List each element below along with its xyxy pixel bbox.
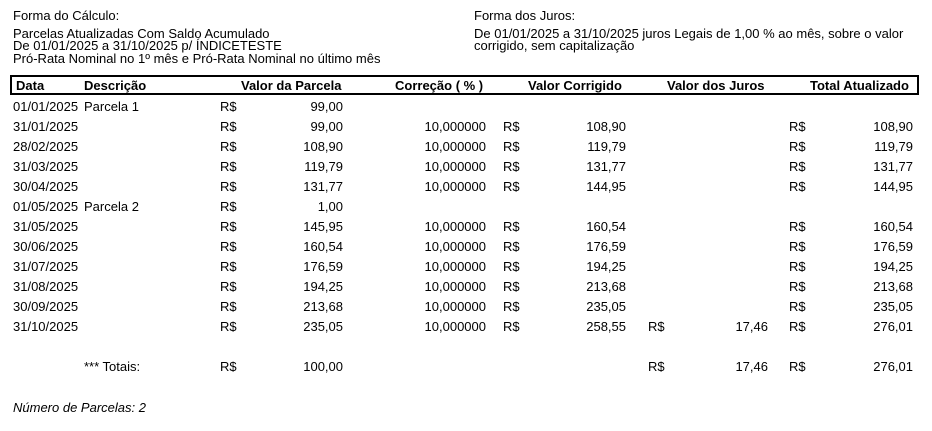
col-valor-corrigido: Valor Corrigido	[528, 78, 622, 93]
cell-correcao: 10,000000	[424, 279, 486, 294]
cell-cur2: R$	[503, 159, 520, 174]
cell-total: 194,25	[873, 259, 913, 274]
cell-total: 276,01	[873, 319, 913, 334]
cell-date: 30/06/2025	[13, 239, 79, 254]
table-row	[0, 159, 932, 179]
cell-cur2: R$	[503, 299, 520, 314]
cell-correcao: 10,000000	[424, 139, 486, 154]
cell-parcela: 131,77	[303, 179, 343, 194]
cell-cur2: R$	[503, 319, 520, 334]
cell-corrigido: 213,68	[586, 279, 626, 294]
cell-total: 176,59	[873, 239, 913, 254]
cell-cur4: R$	[789, 179, 806, 194]
cell-cur4: R$	[789, 219, 806, 234]
cell-date: 31/05/2025	[13, 219, 79, 234]
totals-parcela: 100,00	[303, 359, 343, 374]
cell-date: 31/03/2025	[13, 159, 79, 174]
cell-correcao: 10,000000	[424, 259, 486, 274]
cell-parcela: 213,68	[303, 299, 343, 314]
cell-parcela: 119,79	[304, 159, 343, 174]
cell-parcela: 99,00	[310, 119, 343, 134]
cell-correcao: 10,000000	[424, 119, 486, 134]
table-row	[0, 259, 932, 279]
cell-total: 144,95	[873, 179, 913, 194]
table-header	[10, 75, 919, 95]
calc-line-2: De 01/01/2025 a 31/10/2025 p/ ÍNDICETESTE	[13, 38, 282, 53]
table-row	[0, 319, 932, 339]
cell-cur4: R$	[789, 159, 806, 174]
cell-cur2: R$	[503, 139, 520, 154]
cell-cur2: R$	[503, 219, 520, 234]
cell-date: 31/07/2025	[13, 259, 79, 274]
totals-currency-parcela: R$	[220, 359, 237, 374]
cell-date: 31/01/2025	[13, 119, 79, 134]
col-valor-juros: Valor dos Juros	[667, 78, 765, 93]
cell-cur1: R$	[220, 179, 237, 194]
cell-corrigido: 119,79	[587, 139, 626, 154]
calc-line-1: Parcelas Atualizadas Com Saldo Acumulado	[13, 26, 270, 41]
col-data: Data	[16, 78, 45, 93]
cell-cur4: R$	[789, 299, 806, 314]
calc-line-3: Pró-Rata Nominal no 1º mês e Pró-Rata Nominal no último mês	[13, 51, 381, 66]
totals-currency-juros: R$	[648, 359, 665, 374]
cell-cur2: R$	[503, 179, 520, 194]
cell-cur1: R$	[220, 239, 237, 254]
cell-corrigido: 194,25	[586, 259, 626, 274]
cell-parcela: 145,95	[303, 219, 343, 234]
table-row	[0, 179, 932, 199]
cell-cur1: R$	[220, 119, 237, 134]
cell-correcao: 10,000000	[424, 159, 486, 174]
cell-corrigido: 176,59	[586, 239, 626, 254]
cell-cur1: R$	[220, 259, 237, 274]
cell-cur4: R$	[789, 119, 806, 134]
cell-cur2: R$	[503, 239, 520, 254]
cell-parcela: 99,00	[310, 99, 343, 114]
table-row	[0, 219, 932, 239]
cell-corrigido: 235,05	[586, 299, 626, 314]
cell-cur1: R$	[220, 99, 237, 114]
table-row	[0, 299, 932, 319]
cell-corrigido: 144,95	[586, 179, 626, 194]
cell-cur1: R$	[220, 319, 237, 334]
cell-total: 108,90	[873, 119, 913, 134]
table-row	[0, 199, 932, 219]
col-descricao: Descrição	[84, 78, 147, 93]
cell-desc: Parcela 1	[84, 99, 139, 114]
cell-correcao: 10,000000	[424, 219, 486, 234]
cell-parcela: 176,59	[303, 259, 343, 274]
cell-cur1: R$	[220, 299, 237, 314]
totals-row	[0, 359, 932, 379]
cell-total: 119,79	[874, 139, 913, 154]
cell-cur2: R$	[503, 279, 520, 294]
juros-line-1: De 01/01/2025 a 31/10/2025 juros Legais de 1,00 % ao mês, sobre o valor	[474, 26, 904, 41]
cell-corrigido: 258,55	[586, 319, 626, 334]
cell-cur1: R$	[220, 279, 237, 294]
cell-parcela: 1,00	[317, 199, 343, 214]
cell-desc: Parcela 2	[84, 199, 139, 214]
table-row	[0, 279, 932, 299]
cell-cur4: R$	[789, 259, 806, 274]
cell-total: 213,68	[873, 279, 913, 294]
cell-correcao: 10,000000	[424, 179, 486, 194]
calc-label: Forma do Cálculo:	[13, 8, 120, 23]
cell-date: 28/02/2025	[13, 139, 79, 154]
cell-corrigido: 160,54	[586, 219, 626, 234]
cell-correcao: 10,000000	[424, 239, 486, 254]
footer-parcelas-count: Número de Parcelas: 2	[13, 400, 146, 415]
cell-correcao: 10,000000	[424, 319, 486, 334]
cell-cur4: R$	[789, 279, 806, 294]
cell-cur4: R$	[789, 139, 806, 154]
cell-juros: 17,46	[735, 319, 768, 334]
totals-total: 276,01	[873, 359, 913, 374]
cell-date: 31/10/2025	[13, 319, 79, 334]
cell-parcela: 108,90	[303, 139, 343, 154]
cell-corrigido: 131,77	[586, 159, 626, 174]
cell-parcela: 160,54	[303, 239, 343, 254]
cell-cur1: R$	[220, 199, 237, 214]
cell-cur1: R$	[220, 159, 237, 174]
totals-currency-total: R$	[789, 359, 806, 374]
col-total: Total Atualizado	[810, 78, 909, 93]
cell-date: 31/08/2025	[13, 279, 79, 294]
table-row	[0, 119, 932, 139]
juros-line-2: corrigido, sem capitalização	[474, 38, 635, 53]
cell-date: 30/04/2025	[13, 179, 79, 194]
table-row	[0, 99, 932, 119]
cell-date: 30/09/2025	[13, 299, 79, 314]
totals-juros: 17,46	[735, 359, 768, 374]
cell-cur2: R$	[503, 259, 520, 274]
cell-cur2: R$	[503, 119, 520, 134]
col-valor-parcela: Valor da Parcela	[241, 78, 342, 93]
cell-cur4: R$	[789, 319, 806, 334]
cell-cur1: R$	[220, 139, 237, 154]
cell-cur3: R$	[648, 319, 665, 334]
cell-corrigido: 108,90	[586, 119, 626, 134]
cell-date: 01/01/2025	[13, 99, 79, 114]
cell-total: 131,77	[873, 159, 913, 174]
juros-label: Forma dos Juros:	[474, 8, 576, 23]
totals-label: *** Totais:	[84, 359, 141, 374]
cell-correcao: 10,000000	[424, 299, 486, 314]
cell-total: 235,05	[873, 299, 913, 314]
cell-total: 160,54	[873, 219, 913, 234]
cell-cur4: R$	[789, 239, 806, 254]
table-row	[0, 239, 932, 259]
cell-parcela: 194,25	[303, 279, 343, 294]
cell-cur1: R$	[220, 219, 237, 234]
cell-date: 01/05/2025	[13, 199, 79, 214]
table-row	[0, 139, 932, 159]
col-correcao: Correção ( % )	[395, 78, 484, 93]
cell-parcela: 235,05	[303, 319, 343, 334]
